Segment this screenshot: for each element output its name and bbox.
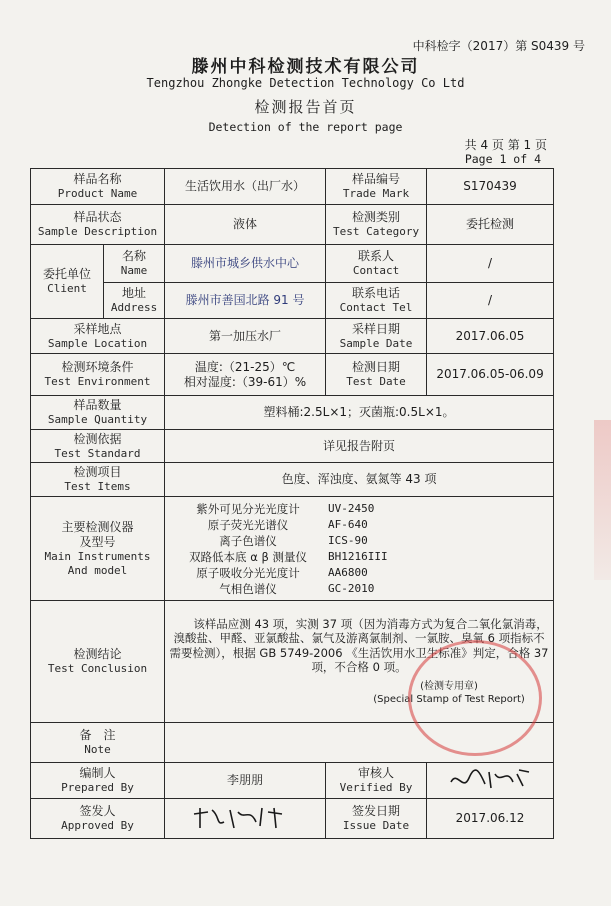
list-item: 紫外可见分光光度计 UV-2450 — [196, 501, 375, 516]
table-row — [31, 283, 554, 319]
report-serial-number: 中科检字（2017）第 S0439 号 — [412, 39, 585, 53]
test-category-value: 委托检测 — [427, 205, 554, 245]
report-title-en: Detection of the report page — [208, 120, 403, 134]
edge-seal-stamp — [594, 420, 611, 580]
list-item: 离子色谱仪 ICS-90 — [219, 533, 368, 548]
sample-name-label: 样品名称 Product Name — [31, 169, 165, 205]
trade-mark-label: 样品编号 Trade Mark — [326, 169, 427, 205]
sample-date-label: 采样日期 Sample Date — [326, 319, 427, 354]
conclusion-value — [165, 601, 554, 723]
trade-mark-value: S170439 — [427, 169, 554, 205]
client-name-label: 名称 Name — [104, 245, 165, 283]
client-address-label: 地址 Address — [104, 283, 165, 319]
test-date-value: 2017.06.05-06.09 — [427, 354, 554, 396]
table-row — [31, 601, 554, 723]
prepared-by-value: 李朋朋 — [165, 763, 326, 799]
table-row — [31, 723, 554, 763]
sample-desc-label: 样品状态 Sample Description — [31, 205, 165, 245]
client-label: 委托单位 Client — [31, 245, 104, 319]
table-row — [31, 430, 554, 463]
test-env-label: 检测环境条件 Test Environment — [31, 354, 165, 396]
client-address-value: 滕州市善国北路 91 号 — [165, 283, 326, 319]
issue-date-value: 2017.06.12 — [427, 799, 554, 839]
test-date-label: 检测日期 Test Date — [326, 354, 427, 396]
list-item: 双路低本底 α β 测量仪 BH1216III — [189, 549, 388, 564]
report-table — [30, 168, 554, 839]
verified-by-label: 审核人 Verified By — [326, 763, 427, 799]
list-item: 原子吸收分光光度计 AA6800 — [196, 565, 368, 580]
contact-label: 联系人 Contact — [326, 245, 427, 283]
verified-by-signature — [427, 763, 554, 799]
test-items-label: 检测项目 Test Items — [31, 463, 165, 497]
test-env-value: 温度:（21-25）℃ 相对湿度:（39-61）% — [165, 354, 326, 396]
approved-by-signature — [165, 799, 326, 839]
test-items-value: 色度、浑浊度、氨氮等 43 项 — [165, 463, 554, 497]
table-row — [31, 799, 554, 839]
sample-location-value: 第一加压水厂 — [165, 319, 326, 354]
note-value — [165, 723, 554, 763]
table-row — [31, 396, 554, 430]
conclusion-text: 该样品应测 43 项，实测 37 项（因为消毒方式为复合二氧化氯消毒，溴酸盐、甲醛、亚氯酸盐、氯气及游离氯制剂、一氯胺、臭氧 6 项指标不需要检测），根据 GB 5749-2006 《生活饮用水卫生标准》判定，合格 37 项，不合格 0 项。 — [169, 616, 549, 674]
instruments-label: 主要检测仪器 及型号 Main Instruments And model — [31, 497, 165, 601]
table-row — [31, 497, 554, 601]
stamp-caption-en: (Special Stamp of Test Report) — [373, 694, 525, 706]
conclusion-label: 检测结论 Test Conclusion — [31, 601, 165, 723]
instruments-list — [165, 497, 554, 601]
test-standard-label: 检测依据 Test Standard — [31, 430, 165, 463]
table-row — [31, 169, 554, 205]
signature-image — [445, 764, 535, 794]
table-row — [31, 205, 554, 245]
test-category-label: 检测类别 Test Category — [326, 205, 427, 245]
stamp-caption-cn: (检测专用章) — [420, 681, 478, 693]
sample-desc-value: 液体 — [165, 205, 326, 245]
page-count-en: Page 1 of 4 — [464, 152, 541, 166]
table-row — [31, 463, 554, 497]
company-name-cn: 滕州中科检测技术有限公司 — [191, 57, 420, 77]
issue-date-label: 签发日期 Issue Date — [326, 799, 427, 839]
list-item: 气相色谱仪 GC-2010 — [219, 581, 375, 596]
note-label: 备 注 Note — [31, 723, 165, 763]
table-row — [31, 354, 554, 396]
list-item: 原子荧光光谱仪 AF-640 — [207, 517, 368, 532]
approved-by-label: 签发人 Approved By — [31, 799, 165, 839]
sample-quantity-label: 样品数量 Sample Quantity — [31, 396, 165, 430]
contact-value: / — [427, 245, 554, 283]
report-title-cn: 检测报告首页 — [254, 98, 357, 116]
signature-image — [190, 802, 300, 832]
table-row — [31, 763, 554, 799]
company-name-en: Tengzhou Zhongke Detection Technology Co Ltd — [146, 76, 465, 90]
contact-tel-label: 联系电话 Contact Tel — [326, 283, 427, 319]
page-count-cn: 共 4 页 第 1 页 — [464, 138, 547, 152]
sample-name-value: 生活饮用水（出厂水） — [165, 169, 326, 205]
sample-location-label: 采样地点 Sample Location — [31, 319, 165, 354]
test-standard-value: 详见报告附页 — [165, 430, 554, 463]
sample-date-value: 2017.06.05 — [427, 319, 554, 354]
contact-tel-value: / — [427, 283, 554, 319]
table-row — [31, 245, 554, 283]
sample-quantity-value: 塑料桶:2.5L×1；灭菌瓶:0.5L×1。 — [165, 396, 554, 430]
prepared-by-label: 编制人 Prepared By — [31, 763, 165, 799]
table-row — [31, 319, 554, 354]
client-name-value: 滕州市城乡供水中心 — [165, 245, 326, 283]
